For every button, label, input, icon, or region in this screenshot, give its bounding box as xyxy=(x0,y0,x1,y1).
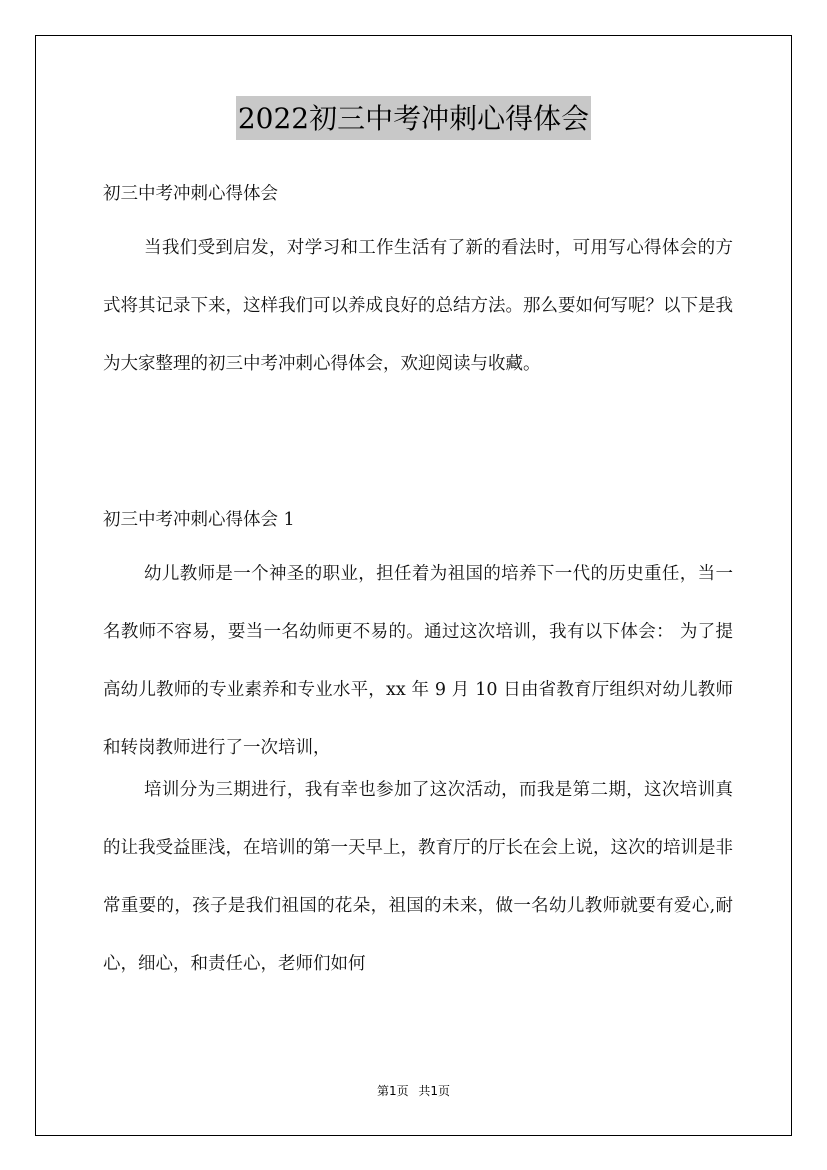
intro-paragraph: 当我们受到启发，对学习和工作生活有了新的看法时，可用写心得体会的方式将其记录下来，这样我们可以养成良好的总结方法。那么要如何写呢？以下是我为大家整理的初三中考冲刺心得体会，欢迎阅读与收藏。 xyxy=(103,238,733,374)
body-paragraph-1: 幼儿教师是一个神圣的职业，担任着为祖国的培养下一代的历史重任，当一名教师不容易，要当一名幼师更不易的。通过这次培训，我有以下体会： 为了提高幼儿教师的专业素养和专业水平，xx 年 9 月 10 日由省教育厅组织对幼儿教师和转岗教师进行了一次培训， xyxy=(103,564,733,758)
page-total: 共1页 xyxy=(418,1084,451,1098)
body-paragraph-2: 培训分为三期进行，我有幸也参加了这次活动，而我是第二期，这次培训真的让我受益匪浅，在培训的第一天早上，教育厅的厅长在会上说，这次的培训是非常重要的，孩子是我们祖国的花朵，祖国的未来，做一名幼儿教师就要有爱心,耐心，细心，和责任心，老师们如何 xyxy=(103,780,733,974)
document-title: 2022初三中考冲刺心得体会 xyxy=(236,96,591,140)
section-heading-1: 初三中考冲刺心得体会 1 xyxy=(103,510,295,530)
section-heading-intro: 初三中考冲刺心得体会 xyxy=(103,184,278,204)
page-footer xyxy=(0,1082,827,1099)
page-number: 第1页 xyxy=(376,1084,409,1098)
title-container xyxy=(0,96,827,140)
